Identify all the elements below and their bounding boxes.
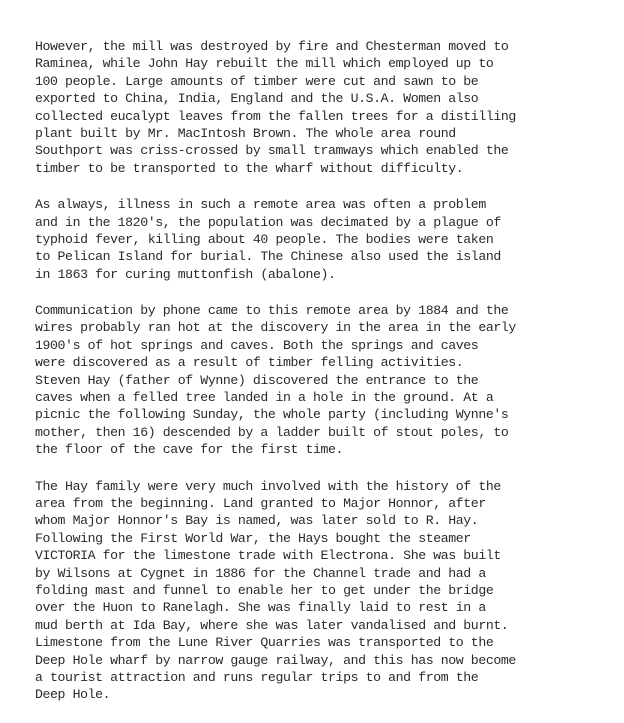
text-line: picnic the following Sunday, the whole party (including Wynne's	[35, 407, 509, 423]
text-line: mud berth at Ida Bay, where she was later vandalised and burnt.	[35, 617, 509, 633]
text-line: However, the mill was destroyed by fire and Chesterman moved to	[35, 39, 509, 54]
text-line: Limestone from the Lune River Quarries was transported to the	[35, 635, 494, 651]
text-line: Deep Hole.	[35, 687, 111, 703]
text-line: plant built by Mr. MacIntosh Brown. The whole area round	[35, 125, 456, 141]
text-line: Southport was criss-crossed by small tramways which enabled the	[35, 143, 509, 159]
text-line: The Hay family were very much involved with the history of the	[35, 478, 501, 494]
paragraph-communication-caves	[35, 302, 610, 459]
paragraph-illness	[35, 196, 610, 283]
text-line: Raminea, while John Hay rebuilt the mill which employed up to	[35, 56, 494, 72]
text-line: whom Major Honnor's Bay is named, was later sold to R. Hay.	[35, 513, 479, 529]
document-page	[35, 38, 610, 723]
text-line: Following the First World War, the Hays bought the steamer	[35, 530, 471, 546]
text-line: Deep Hole wharf by narrow gauge railway, and this has now become	[35, 652, 516, 668]
text-line: were discovered as a result of timber felling activities.	[35, 355, 464, 371]
text-line: Communication by phone came to this remote area by 1884 and the	[35, 303, 509, 319]
paragraph-hay-family	[35, 478, 610, 704]
text-line: timber to be transported to the wharf without difficulty.	[35, 160, 464, 176]
text-line: collected eucalypt leaves from the fallen trees for a distilling	[35, 108, 516, 124]
text-line: to Pelican Island for burial. The Chinese also used the island	[35, 249, 501, 265]
paragraph-mill-history	[35, 38, 610, 177]
text-line: area from the beginning. Land granted to Major Honnor, after	[35, 495, 486, 511]
text-line: a tourist attraction and runs regular trips to and from the	[35, 669, 479, 685]
text-line: folding mast and funnel to enable her to get under the bridge	[35, 582, 494, 598]
text-line: typhoid fever, killing about 40 people. The bodies were taken	[35, 231, 494, 247]
text-line: wires probably ran hot at the discovery in the area in the early	[35, 320, 516, 336]
text-line: 1900's of hot springs and caves. Both the springs and caves	[35, 337, 479, 353]
text-line: over the Huon to Ranelagh. She was finally laid to rest in a	[35, 600, 486, 616]
text-line: and in the 1820's, the population was decimated by a plague of	[35, 214, 501, 230]
text-line: exported to China, India, England and the U.S.A. Women also	[35, 91, 479, 107]
text-line: As always, illness in such a remote area was often a problem	[35, 197, 486, 213]
text-line: VICTORIA for the limestone trade with Electrona. She was built	[35, 548, 501, 564]
text-line: in 1863 for curing muttonfish (abalone).	[35, 266, 336, 282]
text-line: by Wilsons at Cygnet in 1886 for the Channel trade and had a	[35, 565, 486, 581]
text-line: caves when a felled tree landed in a hole in the ground. At a	[35, 390, 494, 406]
text-line: mother, then 16) descended by a ladder built of stout poles, to	[35, 424, 509, 440]
text-line: the floor of the cave for the first time.	[35, 442, 344, 458]
text-line: 100 people. Large amounts of timber were cut and sawn to be	[35, 73, 479, 89]
text-line: Steven Hay (father of Wynne) discovered the entrance to the	[35, 372, 479, 388]
